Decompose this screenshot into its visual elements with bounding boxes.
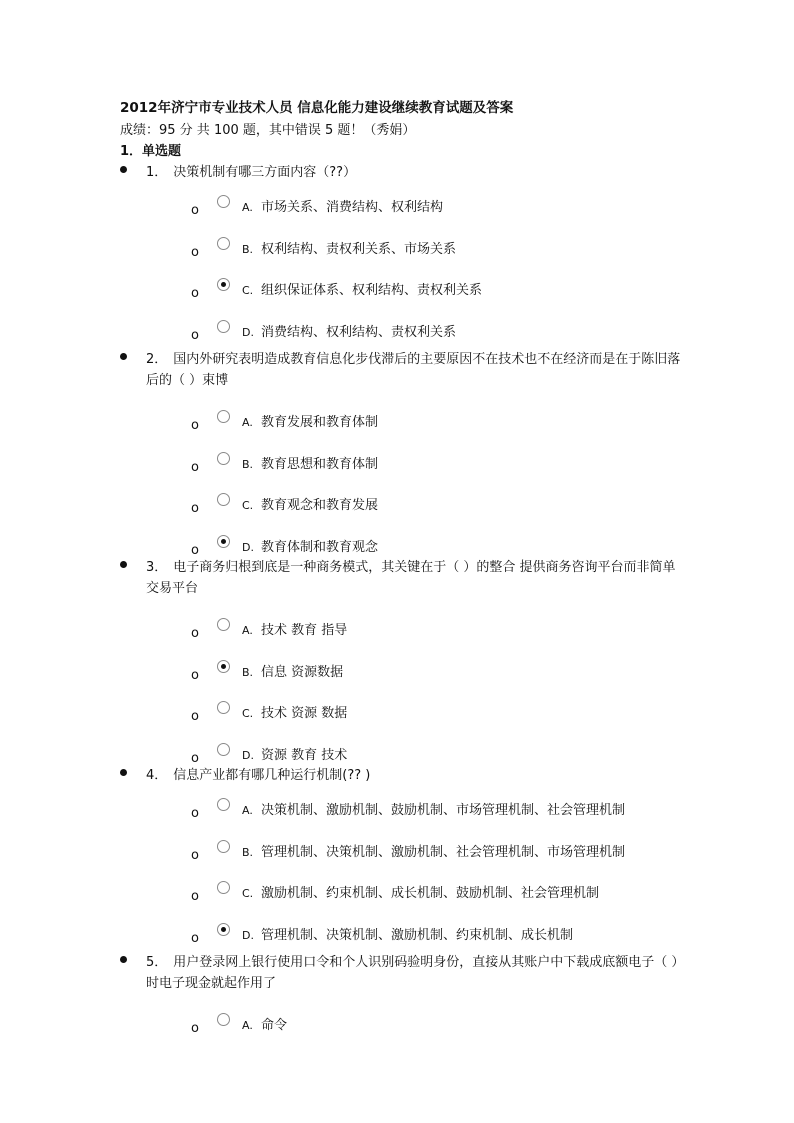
answer-option[interactable] bbox=[0, 237, 794, 263]
question-bullet bbox=[120, 353, 127, 360]
radio-checked-icon[interactable] bbox=[217, 535, 230, 548]
option-bullet: o bbox=[191, 244, 199, 260]
answer-option[interactable] bbox=[0, 452, 794, 478]
question-number: 4． bbox=[146, 768, 168, 783]
option-letter: B. bbox=[242, 845, 254, 859]
option-bullet: o bbox=[191, 542, 199, 558]
option-text: 教育观念和教育发展 bbox=[261, 498, 379, 514]
question-number: 1． bbox=[146, 165, 168, 180]
option-bullet: o bbox=[191, 889, 199, 905]
option-bullet: o bbox=[191, 847, 199, 863]
answer-option[interactable] bbox=[0, 840, 794, 866]
option-letter: D. bbox=[242, 928, 254, 942]
option-text: 决策机制、激励机制、鼓励机制、市场管理机制、社会管理机制 bbox=[261, 803, 626, 818]
option-bullet: o bbox=[191, 930, 199, 946]
option-text: 技术 教育 指导 bbox=[261, 623, 348, 638]
radio-unchecked-icon[interactable] bbox=[217, 743, 230, 756]
option-text: 教育体制和教育观念 bbox=[261, 539, 379, 555]
question-body: 电子商务归根到底是一种商务模式，其关键在于（ ）的整合 提供商务咨询平台而非简单交易平台 bbox=[146, 560, 676, 596]
option-text: 教育发展和教育体制 bbox=[261, 415, 379, 430]
answer-option[interactable] bbox=[0, 881, 794, 907]
radio-unchecked-icon[interactable] bbox=[217, 1013, 230, 1026]
option-letter: A. bbox=[242, 416, 253, 429]
radio-unchecked-icon[interactable] bbox=[217, 840, 230, 853]
option-text: 技术 资源 数据 bbox=[261, 706, 348, 722]
option-bullet: o bbox=[191, 286, 199, 302]
option-bullet: o bbox=[191, 501, 199, 517]
option-text: 信息 资源数据 bbox=[261, 664, 344, 680]
radio-unchecked-icon[interactable] bbox=[217, 410, 230, 423]
option-letter: A. bbox=[242, 624, 253, 637]
answer-option[interactable] bbox=[0, 278, 794, 304]
option-letter: D. bbox=[242, 325, 254, 339]
option-letter: D. bbox=[242, 748, 254, 762]
answer-option[interactable] bbox=[0, 320, 794, 346]
answer-option[interactable] bbox=[0, 660, 794, 686]
option-bullet: o bbox=[191, 459, 199, 475]
option-bullet: o bbox=[191, 1021, 199, 1036]
document-title: 2012年济宁市专业技术人员 信息化能力建设继续教育试题及答案 bbox=[120, 100, 514, 116]
option-text: 市场关系、消费结构、权利结构 bbox=[261, 200, 444, 215]
question-text bbox=[146, 765, 686, 786]
option-letter: A. bbox=[242, 1019, 253, 1032]
option-text: 命令 bbox=[261, 1018, 288, 1033]
option-bullet: o bbox=[191, 626, 199, 641]
question-body: 国内外研究表明造成教育信息化步伐滞后的主要原因不在技术也不在经济而是在于陈旧落后的（ ）束博 bbox=[146, 352, 681, 388]
radio-unchecked-icon[interactable] bbox=[217, 881, 230, 894]
radio-checked-icon[interactable] bbox=[217, 278, 230, 291]
radio-unchecked-icon[interactable] bbox=[217, 798, 230, 811]
answer-option[interactable] bbox=[0, 410, 794, 436]
option-text: 权利结构、责权利关系、市场关系 bbox=[261, 241, 457, 257]
section-title: 1．单选题 bbox=[120, 144, 182, 159]
option-bullet: o bbox=[191, 667, 199, 683]
radio-checked-icon[interactable] bbox=[217, 923, 230, 936]
radio-unchecked-icon[interactable] bbox=[217, 237, 230, 250]
option-letter: A. bbox=[242, 804, 253, 817]
question-text bbox=[146, 952, 686, 994]
question-text bbox=[146, 557, 686, 599]
option-letter: D. bbox=[242, 540, 254, 554]
answer-option[interactable] bbox=[0, 923, 794, 949]
option-text: 管理机制、决策机制、激励机制、社会管理机制、市场管理机制 bbox=[261, 844, 626, 860]
question-number: 3． bbox=[146, 560, 168, 575]
option-text: 管理机制、决策机制、激励机制、约束机制、成长机制 bbox=[261, 927, 574, 943]
answer-option[interactable] bbox=[0, 798, 794, 824]
answer-option[interactable] bbox=[0, 618, 794, 644]
option-letter: C. bbox=[242, 284, 254, 298]
option-bullet: o bbox=[191, 203, 199, 218]
question-bullet bbox=[120, 166, 127, 173]
answer-option[interactable] bbox=[0, 1013, 794, 1039]
option-bullet: o bbox=[191, 806, 199, 821]
answer-option[interactable] bbox=[0, 493, 794, 519]
radio-unchecked-icon[interactable] bbox=[217, 493, 230, 506]
radio-unchecked-icon[interactable] bbox=[217, 452, 230, 465]
answer-option[interactable] bbox=[0, 701, 794, 727]
option-letter: B. bbox=[242, 665, 254, 679]
option-letter: C. bbox=[242, 707, 254, 721]
radio-checked-icon[interactable] bbox=[217, 660, 230, 673]
question-body: 信息产业都有哪几种运行机制(?? ) bbox=[173, 768, 371, 783]
question-text bbox=[146, 162, 686, 183]
question-bullet bbox=[120, 956, 127, 963]
score-summary: 成绩：95 分 共 100 题，其中错误 5 题！（秀娟） bbox=[120, 123, 416, 138]
option-letter: B. bbox=[242, 242, 254, 256]
question-number: 5． bbox=[146, 955, 168, 970]
option-bullet: o bbox=[191, 418, 199, 433]
option-letter: C. bbox=[242, 887, 254, 901]
question-body: 决策机制有哪三方面内容（??） bbox=[173, 165, 357, 180]
answer-option[interactable] bbox=[0, 195, 794, 221]
option-letter: C. bbox=[242, 499, 254, 513]
question-bullet bbox=[120, 769, 127, 776]
question-text bbox=[146, 349, 686, 391]
radio-unchecked-icon[interactable] bbox=[217, 618, 230, 631]
option-text: 组织保证体系、权利结构、责权利关系 bbox=[261, 283, 483, 299]
radio-unchecked-icon[interactable] bbox=[217, 320, 230, 333]
option-letter: B. bbox=[242, 457, 254, 471]
option-bullet: o bbox=[191, 327, 199, 343]
option-letter: A. bbox=[242, 201, 253, 214]
question-bullet bbox=[120, 561, 127, 568]
option-bullet: o bbox=[191, 750, 199, 766]
radio-unchecked-icon[interactable] bbox=[217, 195, 230, 208]
question-body: 用户登录网上银行使用口令和个人识别码验明身份，直接从其账户中下载成底额电子（ ）时电子现金就起作用了 bbox=[146, 955, 685, 991]
option-text: 激励机制、约束机制、成长机制、鼓励机制、社会管理机制 bbox=[261, 886, 600, 902]
option-bullet: o bbox=[191, 709, 199, 725]
radio-unchecked-icon[interactable] bbox=[217, 701, 230, 714]
question-number: 2． bbox=[146, 352, 168, 367]
option-text: 教育思想和教育体制 bbox=[261, 456, 379, 472]
option-text: 消费结构、权利结构、责权利关系 bbox=[261, 324, 457, 340]
option-text: 资源 教育 技术 bbox=[261, 747, 348, 763]
